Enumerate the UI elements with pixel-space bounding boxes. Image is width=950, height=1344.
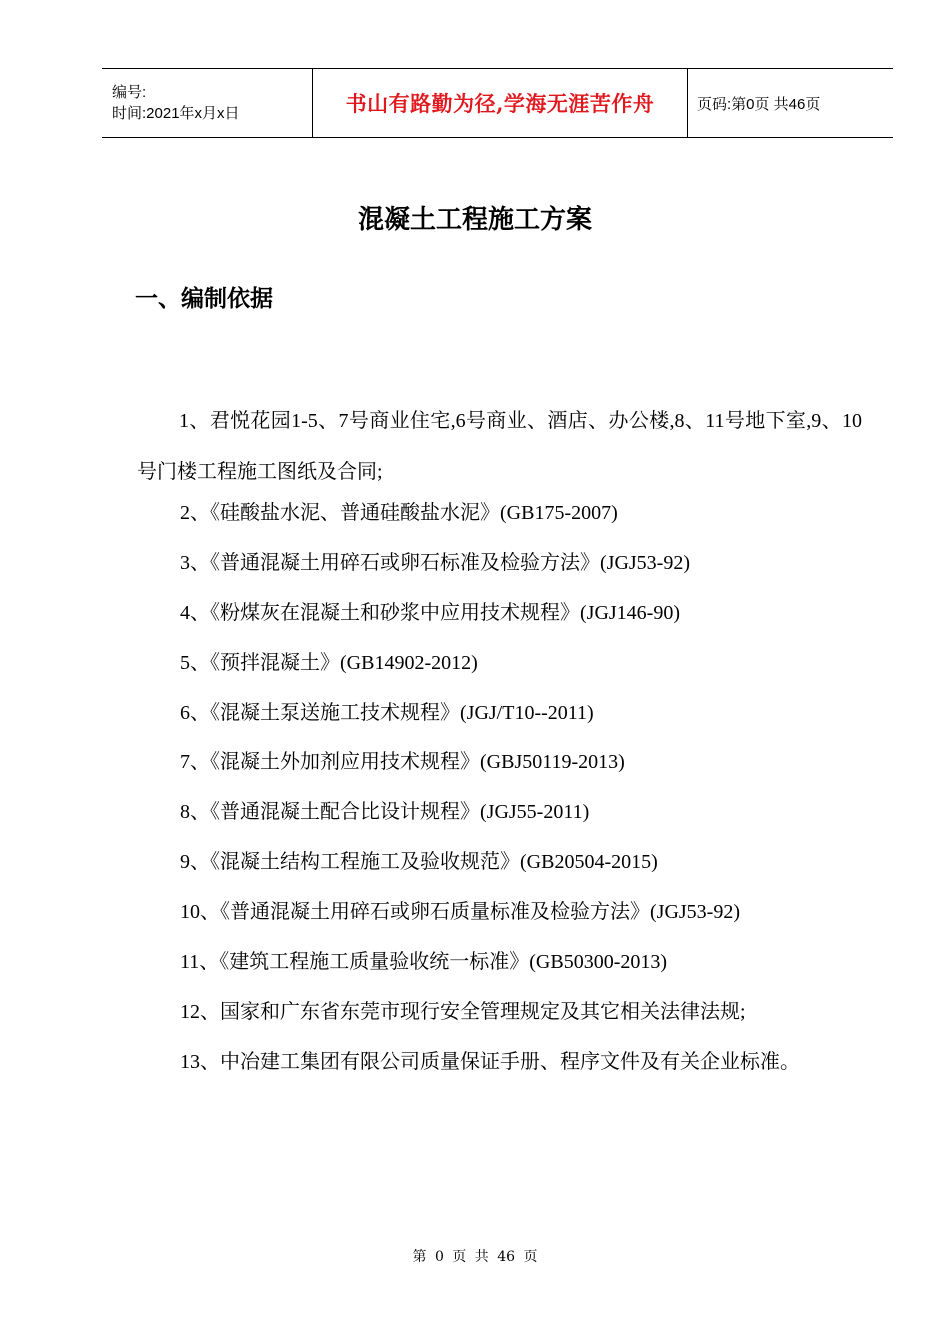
header-motto bbox=[313, 69, 688, 137]
list-item: 8、《普通混凝土配合比设计规程》(JGJ55-2011) bbox=[180, 801, 590, 823]
list-item: 6、《混凝土泵送施工技术规程》(JGJ/T10--2011) bbox=[180, 702, 594, 724]
page-header bbox=[102, 68, 893, 138]
list-item: 12、国家和广东省东莞市现行安全管理规定及其它相关法律法规; bbox=[180, 1001, 746, 1023]
list-item: 2、《硅酸盐水泥、普通硅酸盐水泥》(GB175-2007) bbox=[180, 502, 618, 524]
page-number-label: 页码:第0页 共46页 bbox=[697, 95, 821, 113]
header-page-info bbox=[688, 69, 893, 137]
list-item: 10、《普通混凝土用碎石或卵石质量标准及检验方法》(JGJ53-92) bbox=[180, 901, 740, 923]
motto-text: 书山有路勤为径,学海无涯苦作舟 bbox=[345, 91, 655, 116]
list-item: 3、《普通混凝土用碎石或卵石标准及检验方法》(JGJ53-92) bbox=[180, 552, 690, 574]
header-meta bbox=[102, 69, 313, 137]
list-item: 4、《粉煤灰在混凝土和砂浆中应用技术规程》(JGJ146-90) bbox=[180, 602, 680, 624]
list-item: 5、《预拌混凝土》(GB14902-2012) bbox=[180, 652, 478, 674]
number-label: 编号: bbox=[112, 84, 147, 101]
document-title: 混凝土工程施工方案 bbox=[357, 205, 592, 235]
page-footer: 第 0 页 共 46 页 bbox=[412, 1249, 538, 1265]
list-item: 7、《混凝土外加剂应用技术规程》(GBJ50119-2013) bbox=[180, 751, 625, 773]
list-item: 9、《混凝土结构工程施工及验收规范》(GB20504-2015) bbox=[180, 851, 658, 873]
list-item: 11、《建筑工程施工质量验收统一标准》(GB50300-2013) bbox=[180, 951, 668, 973]
list-item: 1、君悦花园1-5、7号商业住宅,6号商业、酒店、办公楼,8、11号地下室,9、10号门楼工程施工图纸及合同; bbox=[137, 410, 862, 483]
list-item: 13、中冶建工集团有限公司质量保证手册、程序文件及有关企业标准。 bbox=[180, 1051, 800, 1073]
section-heading: 一、编制依据 bbox=[135, 286, 273, 312]
date-label: 时间:2021年x月x日 bbox=[112, 105, 240, 122]
